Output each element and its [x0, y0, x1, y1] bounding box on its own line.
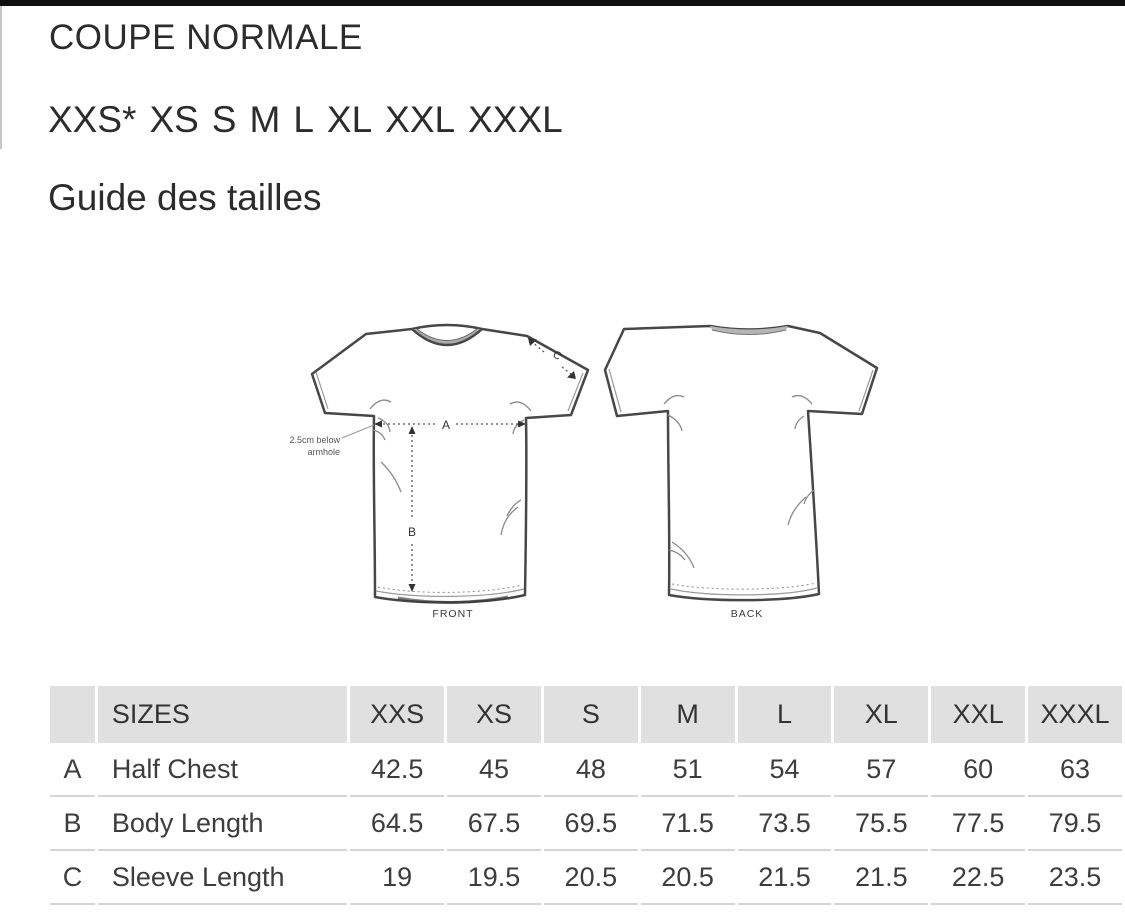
armhole-note-line2: armhole	[307, 447, 340, 457]
size-option-xxxl: XXXL	[468, 99, 563, 140]
cell-value: 64.5	[350, 797, 444, 851]
size-table	[47, 686, 1125, 905]
back-label: BACK	[730, 608, 764, 620]
cell-value: 75.5	[834, 797, 928, 851]
table-row-body-length	[50, 797, 1122, 851]
size-option-xxs: XXS*	[48, 99, 137, 140]
measure-label-b: B	[407, 525, 417, 539]
cell-value: 73.5	[738, 797, 832, 851]
row-label: Half Chest	[98, 743, 347, 797]
measure-label-a: A	[441, 418, 451, 432]
measure-label-c: C	[550, 348, 564, 363]
cell-value: 67.5	[447, 797, 541, 851]
cell-value: 45	[447, 743, 541, 797]
column-header-key	[50, 686, 95, 743]
size-guide-title: Guide des tailles	[48, 177, 322, 218]
table-row-half-chest	[50, 743, 1122, 797]
cell-value: 71.5	[641, 797, 735, 851]
cell-value: 42.5	[350, 743, 444, 797]
cell-value: 63	[1028, 743, 1122, 797]
front-label: FRONT	[432, 608, 474, 620]
column-header-m: M	[641, 686, 735, 743]
cell-value: 23.5	[1028, 851, 1122, 905]
column-header-xs: XS	[447, 686, 541, 743]
cell-value: 57	[834, 743, 928, 797]
cell-value: 21.5	[738, 851, 832, 905]
cell-value: 77.5	[931, 797, 1025, 851]
back-shirt-illustration	[605, 326, 877, 620]
cell-value: 20.5	[544, 851, 638, 905]
size-options-row	[48, 99, 563, 141]
cell-value: 54	[738, 743, 832, 797]
table-row-sleeve-length	[50, 851, 1122, 905]
cell-value: 60	[931, 743, 1025, 797]
column-header-xxs: XXS	[350, 686, 444, 743]
size-option-xs: XS	[149, 99, 199, 140]
size-option-xl: XL	[326, 99, 373, 140]
cell-value: 21.5	[834, 851, 928, 905]
tshirt-measurement-illustration	[278, 312, 906, 627]
cell-value: 19	[350, 851, 444, 905]
left-edge-line	[0, 6, 2, 149]
armhole-note-line1: 2.5cm below	[289, 435, 340, 445]
armhole-note	[289, 425, 374, 457]
row-key: C	[50, 851, 95, 905]
size-option-l: L	[293, 99, 314, 140]
cell-value: 79.5	[1028, 797, 1122, 851]
column-header-xxl: XXL	[931, 686, 1025, 743]
cell-value: 69.5	[544, 797, 638, 851]
column-header-s: S	[544, 686, 638, 743]
cell-value: 19.5	[447, 851, 541, 905]
column-header-xl: XL	[834, 686, 928, 743]
top-edge-bar	[0, 0, 1125, 6]
cell-value: 48	[544, 743, 638, 797]
table-header-row	[50, 686, 1122, 743]
row-label: Sleeve Length	[98, 851, 347, 905]
cell-value: 22.5	[931, 851, 1025, 905]
column-header-sizes: SIZES	[98, 686, 347, 743]
row-label: Body Length	[98, 797, 347, 851]
column-header-l: L	[738, 686, 832, 743]
size-option-xxl: XXL	[385, 99, 456, 140]
cell-value: 51	[641, 743, 735, 797]
size-option-m: M	[249, 99, 281, 140]
size-option-s: S	[211, 99, 237, 140]
row-key: B	[50, 797, 95, 851]
fit-title: COUPE NORMALE	[49, 18, 363, 57]
cell-value: 20.5	[641, 851, 735, 905]
size-diagram	[278, 312, 906, 627]
column-header-xxxl: XXXL	[1028, 686, 1122, 743]
front-shirt-illustration	[289, 325, 588, 620]
row-key: A	[50, 743, 95, 797]
